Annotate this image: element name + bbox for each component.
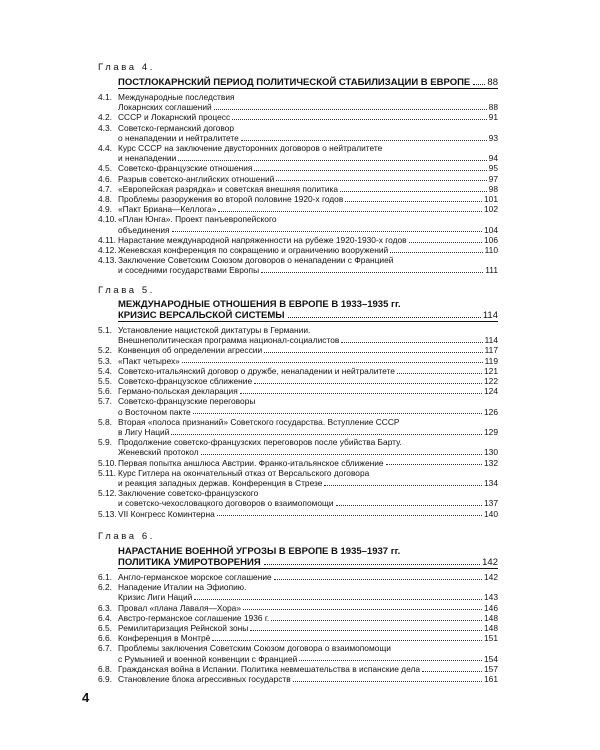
entry-body <box>118 664 498 674</box>
toc-entry <box>98 194 498 204</box>
chapter-rule <box>118 88 498 89</box>
leader-dots <box>271 620 482 621</box>
entry-number: 4.5. <box>98 163 112 174</box>
entry-body <box>118 325 498 345</box>
leader-dots <box>261 272 483 273</box>
chapter-rule <box>118 321 498 322</box>
entry-page: 142 <box>484 572 498 582</box>
entry-body <box>118 194 498 204</box>
entry-title-line: Советско-французское сближение <box>118 376 253 387</box>
entry-page: 130 <box>484 447 498 458</box>
chapter-page: 142 <box>482 557 498 568</box>
entry-last-line <box>118 572 498 582</box>
entry-title-line: и соседними государствами Европы <box>118 265 260 276</box>
leader-dots <box>182 362 483 363</box>
entry-body <box>118 204 498 214</box>
leader-dots <box>212 640 482 641</box>
entry-body <box>118 386 498 396</box>
entry-last-line <box>118 613 498 623</box>
entry-number: 6.9. <box>98 674 112 685</box>
entry-title-line: Ремилитаризация Рейнской зоны <box>118 623 249 634</box>
leader-dots <box>341 342 482 343</box>
entry-last-line <box>118 335 498 345</box>
toc-entry <box>98 572 498 582</box>
leader-dots <box>264 564 480 565</box>
entry-last-line <box>118 265 498 275</box>
entry-body <box>118 468 498 488</box>
leader-dots <box>194 599 482 600</box>
entry-number: 4.2. <box>98 112 112 123</box>
toc-entry <box>98 488 498 508</box>
leader-dots <box>274 579 482 580</box>
chapter-title <box>118 310 498 321</box>
entry-title-line: Австро-германское соглашение 1936 г. <box>118 612 270 623</box>
entry-body <box>118 366 498 376</box>
entry-page: 111 <box>485 265 498 276</box>
toc-entry <box>98 603 498 613</box>
entry-title-line: и реакция западных держав. Конференция в Стрезе <box>118 478 323 489</box>
toc-entry <box>98 417 498 437</box>
toc-entry <box>98 143 498 163</box>
entry-body <box>118 92 498 112</box>
entry-body <box>118 245 498 255</box>
entry-number: 5.13. <box>98 508 117 519</box>
entry-number: 5.8. <box>98 416 112 427</box>
entry-title-line: о ненападении и нейтралитете <box>118 132 239 143</box>
chapter-entries <box>98 92 498 276</box>
entry-title-line: с Румынией и военной конвенции с Францией <box>118 653 298 664</box>
chapter-title-line: ПОЛИТИКА УМИРОТВОРЕНИЯ <box>118 557 261 568</box>
entry-body <box>118 417 498 437</box>
toc-entry <box>98 468 498 488</box>
entry-number: 6.6. <box>98 633 112 644</box>
entry-number: 4.11. <box>98 234 117 245</box>
toc-entry <box>98 184 498 194</box>
toc-entry <box>98 437 498 457</box>
entry-last-line <box>118 376 498 386</box>
leader-dots <box>214 109 487 110</box>
entry-page: 93 <box>488 132 498 143</box>
toc-entry <box>98 633 498 643</box>
entry-title-line: «Пакт четырех» <box>118 355 180 366</box>
leader-dots <box>276 180 486 181</box>
toc-entry <box>98 643 498 663</box>
chapter-title-line: ПОСТЛОКАРНСКИЙ ПЕРИОД ПОЛИТИЧЕСКОЙ СТАБИЛИЗАЦИИ В ЕВРОПЕ <box>118 77 471 88</box>
chapter-title-line: НАРАСТАНИЕ ВОЕННОЙ УГРОЗЫ В ЕВРОПЕ В 1935–1937 гг. <box>118 546 401 557</box>
entry-number: 4.3. <box>98 122 112 133</box>
entry-title-line: Конференция в Монтрё <box>118 633 211 644</box>
entry-page: 102 <box>484 204 498 215</box>
entry-number: 4.7. <box>98 183 112 194</box>
entry-body <box>118 396 498 416</box>
entry-page: 95 <box>488 163 498 174</box>
leader-dots <box>218 211 482 212</box>
entry-number: 6.8. <box>98 663 112 674</box>
entry-title-line: Советско-германский договор <box>118 122 235 133</box>
leader-dots <box>254 170 486 171</box>
leader-dots <box>264 352 483 353</box>
entry-number: 5.5. <box>98 376 112 387</box>
toc-entry <box>98 376 498 386</box>
chapter-title-line: МЕЖДУНАРОДНЫЕ ОТНОШЕНИЯ В ЕВРОПЕ В 1933–1935 гг. <box>118 299 401 310</box>
entry-body <box>118 376 498 386</box>
entry-last-line <box>118 235 498 245</box>
entry-body <box>118 509 498 519</box>
entry-title-line: и ненападении <box>118 153 177 164</box>
entry-title-line: «Пакт Бриана—Келлога» <box>118 204 217 215</box>
entry-title-line: объединения <box>118 224 170 235</box>
entry-body <box>118 143 498 163</box>
toc-entry <box>98 325 498 345</box>
leader-dots <box>243 609 482 610</box>
entry-number: 4.8. <box>98 194 112 205</box>
leader-dots <box>193 413 482 414</box>
toc-entry <box>98 582 498 602</box>
entry-page: 151 <box>484 633 498 644</box>
entry-number: 4.1. <box>98 92 112 102</box>
entry-number: 5.2. <box>98 345 112 356</box>
toc-entry <box>98 214 498 234</box>
entry-last-line <box>118 633 498 643</box>
entry-title-line: Заключение советско-французского <box>118 488 259 499</box>
leader-dots <box>241 140 487 141</box>
leader-dots <box>397 373 482 374</box>
entry-number: 4.4. <box>98 143 112 154</box>
entry-page: 101 <box>484 194 498 205</box>
entry-number: 6.1. <box>98 572 112 582</box>
entry-number: 6.3. <box>98 602 112 613</box>
entry-number: 6.2. <box>98 582 112 593</box>
toc-entry <box>98 112 498 122</box>
toc-entry <box>98 255 498 275</box>
entry-title-line: Гражданская война в Испании. Политика невмешательства в испанские дела <box>118 663 420 674</box>
entry-title-line: Проблемы разоружения во второй половине 1920-х годов <box>118 194 344 205</box>
chapter-entries <box>98 325 498 519</box>
entry-page: 129 <box>484 427 498 438</box>
leader-dots <box>473 84 485 85</box>
entry-last-line <box>118 674 498 684</box>
entry-page: 157 <box>484 663 498 674</box>
toc-entry <box>98 92 498 112</box>
entry-body <box>118 235 498 245</box>
entry-last-line <box>118 478 498 488</box>
chapter-entries <box>98 572 498 684</box>
entry-title-line: Кризис Лиги Наций <box>118 592 193 603</box>
entry-title-line: Вторая «полоса признаний» Советского государства. Вступление СССР <box>118 416 400 427</box>
entry-body <box>118 603 498 613</box>
entry-last-line <box>118 458 498 468</box>
entry-last-line <box>118 245 498 255</box>
toc-entry <box>98 664 498 674</box>
entry-title-line: «План Юнга». Проект панъевропейского <box>118 214 277 225</box>
entry-page: 97 <box>488 173 498 184</box>
toc-entry <box>98 356 498 366</box>
toc-entry <box>98 458 498 468</box>
chapter-rule <box>118 568 498 569</box>
entry-page: 148 <box>484 623 498 634</box>
leader-dots <box>324 485 482 486</box>
chapter-title <box>118 557 498 568</box>
entry-number: 4.12. <box>98 245 117 256</box>
entry-title-line: Первая попытка аншлюса Австрии. Франко-итальянское сближение <box>118 457 384 468</box>
entry-number: 4.13. <box>98 255 117 266</box>
entry-last-line <box>118 407 498 417</box>
entry-page: 140 <box>484 508 498 519</box>
leader-dots <box>254 383 482 384</box>
entry-body <box>118 643 498 663</box>
entry-last-line <box>118 509 498 519</box>
entry-number: 5.12. <box>98 488 117 499</box>
entry-page: 117 <box>484 345 498 356</box>
entry-last-line <box>118 225 498 235</box>
entry-page: 134 <box>484 478 498 489</box>
entry-last-line <box>118 153 498 163</box>
leader-dots <box>293 681 482 682</box>
leader-dots <box>178 160 486 161</box>
page-number: 4 <box>82 690 90 705</box>
entry-page: 161 <box>484 674 498 685</box>
entry-body <box>118 613 498 623</box>
entry-number: 4.10. <box>98 214 117 225</box>
entry-body <box>118 345 498 355</box>
leader-dots <box>390 252 482 253</box>
entry-body <box>118 174 498 184</box>
entry-body <box>118 163 498 173</box>
toc-entry <box>98 623 498 633</box>
entry-page: 119 <box>484 355 498 366</box>
toc-entry <box>98 674 498 684</box>
entry-last-line <box>118 447 498 457</box>
entry-page: 137 <box>484 498 498 509</box>
entry-page: 132 <box>484 457 498 468</box>
entry-page: 110 <box>484 245 498 256</box>
entry-page: 98 <box>488 183 498 194</box>
entry-body <box>118 356 498 366</box>
chapter-page: 114 <box>482 310 498 321</box>
entry-title-line: Советско-французские отношения <box>118 163 253 174</box>
entry-title-line: о Восточном пакте <box>118 406 191 417</box>
entry-title-line: Нападение Италии на Эфиопию. <box>118 582 247 593</box>
leader-dots <box>172 231 482 232</box>
leader-dots <box>240 393 482 394</box>
entry-last-line <box>118 184 498 194</box>
entry-title-line: Разрыв советско-английских отношений <box>118 173 275 184</box>
entry-number: 4.9. <box>98 204 112 215</box>
entry-page: 88 <box>488 102 498 113</box>
entry-body <box>118 112 498 122</box>
entry-last-line <box>118 356 498 366</box>
entry-title-line: Курс Гитлера на окончательный отказ от Версальского договора <box>118 467 370 478</box>
leader-dots <box>386 464 482 465</box>
entry-number: 6.4. <box>98 612 112 623</box>
entry-body <box>118 572 498 582</box>
leader-dots <box>288 317 481 318</box>
toc-entry <box>98 509 498 519</box>
entry-title-line: Женевская конференция по сокращению и ограничению вооружений <box>118 245 389 256</box>
entry-last-line <box>118 366 498 376</box>
toc-entry <box>98 245 498 255</box>
entry-title-line: Курс СССР на заключение двусторонних договоров о нейтралитете <box>118 143 383 154</box>
entry-last-line <box>118 112 498 122</box>
entry-page: 143 <box>484 592 498 603</box>
entry-body <box>118 437 498 457</box>
entry-body <box>118 488 498 508</box>
entry-title-line: Проблемы заключения Советским Союзом договора о взаимопомощи <box>118 643 391 654</box>
entry-title-line: Становление блока агрессивных государств <box>118 674 291 685</box>
entry-number: 5.6. <box>98 386 112 397</box>
entry-last-line <box>118 204 498 214</box>
entry-title-line: Международные последствия <box>118 92 235 102</box>
entry-last-line <box>118 654 498 664</box>
entry-title-line: Установление нацистской диктатуры в Германии. <box>118 325 311 335</box>
chapter-title-line: КРИЗИС ВЕРСАЛЬСКОЙ СИСТЕМЫ <box>118 310 285 321</box>
entry-title-line: и советско-чехословацкого договоров о взаимопомощи <box>118 498 334 509</box>
leader-dots <box>422 671 482 672</box>
entry-page: 114 <box>484 335 498 346</box>
entry-title-line: СССР и Локарнский процесс <box>118 112 231 123</box>
entry-page: 91 <box>488 112 498 123</box>
entry-body <box>118 582 498 602</box>
leader-dots <box>217 515 482 516</box>
entry-title-line: Германо-польская декларация <box>118 386 238 397</box>
entry-number: 5.10. <box>98 457 117 468</box>
entry-number: 5.4. <box>98 365 112 376</box>
chapter-label: Глава 5. <box>98 285 156 296</box>
entry-page: 94 <box>488 153 498 164</box>
entry-page: 154 <box>484 653 498 664</box>
chapter-label: Глава 4. <box>98 62 156 73</box>
leader-dots <box>171 434 482 435</box>
entry-title-line: «Европейская разрядка» и советская внешняя политика <box>118 183 339 194</box>
toc-entry <box>98 345 498 355</box>
entry-last-line <box>118 345 498 355</box>
entry-body <box>118 623 498 633</box>
entry-body <box>118 255 498 275</box>
toc-entry <box>98 235 498 245</box>
entry-title-line: Советско-французские переговоры <box>118 396 256 407</box>
entry-body <box>118 458 498 468</box>
leader-dots <box>299 660 482 661</box>
entry-last-line <box>118 427 498 437</box>
toc-entry <box>98 174 498 184</box>
entry-last-line <box>118 592 498 602</box>
entry-last-line <box>118 174 498 184</box>
entry-last-line <box>118 664 498 674</box>
entry-title-line: в Лигу Наций <box>118 427 170 438</box>
chapter-page: 88 <box>487 77 498 88</box>
leader-dots <box>336 505 482 506</box>
entry-title-line: Нарастание международной напряженности на рубеже 1920-1930-х годов <box>118 234 407 245</box>
entry-page: 121 <box>484 365 498 376</box>
entry-page: 106 <box>484 234 498 245</box>
toc-entry <box>98 204 498 214</box>
entry-body <box>118 674 498 684</box>
entry-title-line: Советско-итальянский договор о дружбе, ненападении и нейтралитете <box>118 365 395 376</box>
entry-page: 148 <box>484 612 498 623</box>
leader-dots <box>345 201 482 202</box>
leader-dots <box>340 191 487 192</box>
leader-dots <box>201 454 482 455</box>
entry-page: 124 <box>484 386 498 397</box>
entry-body <box>118 123 498 143</box>
entry-title-line: Внешнеполитическая программа национал-социалистов <box>118 335 340 346</box>
entry-title-line: VII Конгресс Коминтерна <box>118 508 215 519</box>
entry-last-line <box>118 603 498 613</box>
entry-number: 5.3. <box>98 355 112 366</box>
leader-dots <box>409 242 482 243</box>
entry-page: 104 <box>484 224 498 235</box>
entry-number: 6.5. <box>98 623 112 634</box>
chapter-label: Глава 6. <box>98 531 156 542</box>
toc-entry <box>98 366 498 376</box>
entry-page: 122 <box>484 376 498 387</box>
entry-number: 4.6. <box>98 173 112 184</box>
entry-last-line <box>118 163 498 173</box>
leader-dots <box>250 630 482 631</box>
toc-entry <box>98 163 498 173</box>
chapter-title <box>118 77 498 88</box>
entry-number: 6.7. <box>98 643 112 654</box>
entry-title-line: Локарнских соглашений <box>118 102 212 113</box>
entry-title-line: Женевский протокол <box>118 447 199 458</box>
entry-page: 126 <box>484 406 498 417</box>
toc-entry <box>98 386 498 396</box>
toc-entry <box>98 613 498 623</box>
entry-title-line: Англо-германское морское соглашение <box>118 572 272 582</box>
entry-number: 5.7. <box>98 396 112 407</box>
entry-title-line: Продолжение советско-французских переговоров после убийства Барту. <box>118 437 402 448</box>
entry-body <box>118 214 498 234</box>
entry-body <box>118 633 498 643</box>
toc-entry <box>98 396 498 416</box>
entry-last-line <box>118 102 498 112</box>
entry-number: 5.11. <box>98 467 117 478</box>
leader-dots <box>232 119 487 120</box>
entry-last-line <box>118 133 498 143</box>
entry-body <box>118 184 498 194</box>
entry-last-line <box>118 623 498 633</box>
entry-last-line <box>118 386 498 396</box>
entry-title-line: Конвенция об определении агрессии <box>118 345 263 356</box>
entry-number: 5.1. <box>98 325 112 335</box>
entry-page: 146 <box>484 602 498 613</box>
entry-last-line <box>118 498 498 508</box>
entry-title-line: Заключение Советским Союзом договоров о ненападении с Францией <box>118 255 394 266</box>
entry-last-line <box>118 194 498 204</box>
toc-entry <box>98 123 498 143</box>
entry-title-line: Провал «плана Лаваля—Хора» <box>118 602 241 613</box>
entry-number: 5.9. <box>98 437 112 448</box>
